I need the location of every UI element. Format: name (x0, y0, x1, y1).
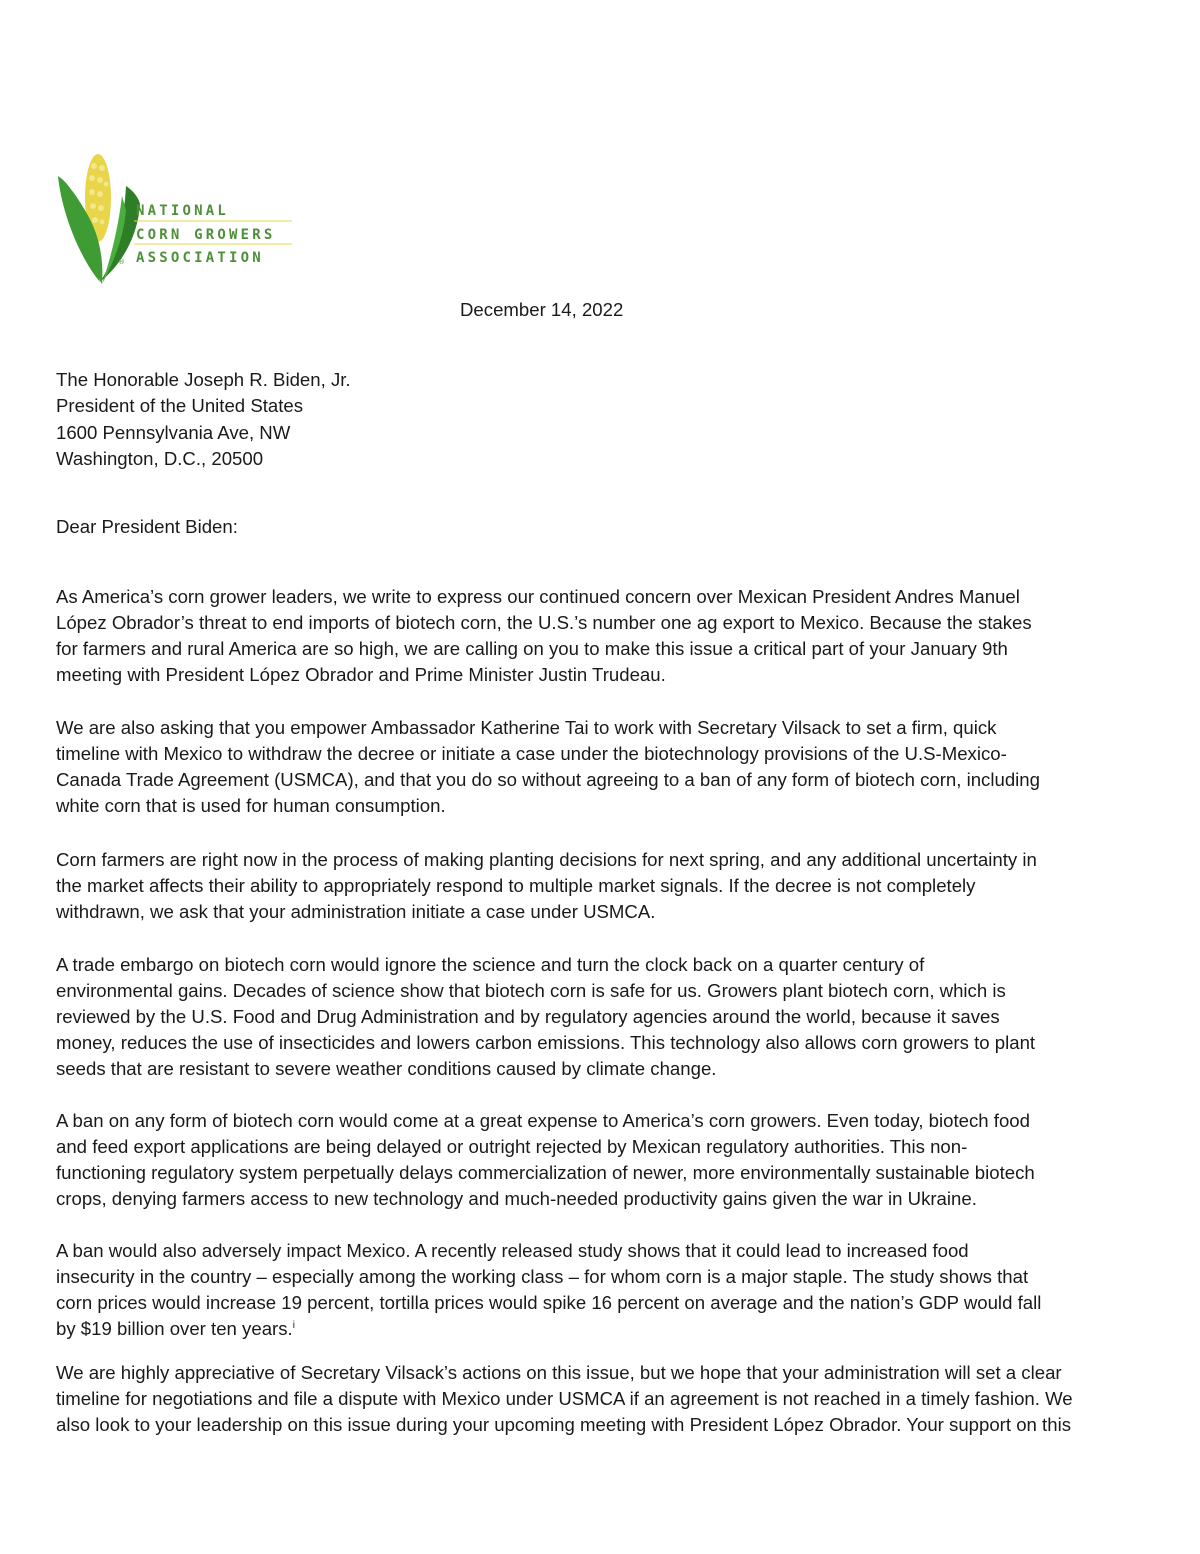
paragraph-line: functioning regulatory system perpetually delays commercialization of newer, more environmentally sustainable biotech (56, 1162, 1035, 1183)
paragraph-line: for farmers and rural America are so high, we are calling on you to make this issue a critical part of your January 9th (56, 638, 1008, 659)
paragraph-line: Canada Trade Agreement (USMCA), and that you do so without agreeing to a ban of any form of biotech corn, including (56, 769, 1040, 790)
paragraph-line-last (56, 1316, 295, 1342)
paragraph-line: and feed export applications are being delayed or outright rejected by Mexican regulatory authorities. This non- (56, 1136, 968, 1157)
paragraph-line: seeds that are resistant to severe weather conditions caused by climate change. (56, 1058, 717, 1079)
paragraph-line: environmental gains. Decades of science show that biotech corn is safe for us. Growers plant biotech corn, which is (56, 980, 1006, 1001)
paragraph-line: money, reduces the use of insecticides and lowers carbon emissions. This technology also allows corn growers to plant (56, 1032, 1036, 1053)
paragraph-line: We are also asking that you empower Ambassador Katherine Tai to work with Secretary Vilsack to set a firm, quick (56, 717, 997, 738)
paragraph-line: Corn farmers are right now in the process of making planting decisions for next spring, and any additional uncertainty in (56, 849, 1037, 870)
ncga-logo (52, 146, 297, 286)
paragraph-line: also look to your leadership on this issue during your upcoming meeting with President López Obrador. Your support on this (56, 1414, 1071, 1435)
paragraph-line: corn prices would increase 19 percent, tortilla prices would spike 16 percent on average and the nation’s GDP would fall (56, 1292, 1042, 1313)
paragraph-line: We are highly appreciative of Secretary Vilsack’s actions on this issue, but we hope that your administration will set a clear (56, 1362, 1062, 1383)
paragraph-line: timeline with Mexico to withdraw the decree or initiate a case under the biotechnology provisions of the U.S-Mexico- (56, 743, 1007, 764)
address-line: The Honorable Joseph R. Biden, Jr. (56, 369, 351, 390)
paragraph-line-text: by $19 billion over ten years. (56, 1318, 293, 1339)
paragraph-line: A trade embargo on biotech corn would ignore the science and turn the clock back on a quarter century of (56, 954, 925, 975)
logo-line-3: ASSOCIATION (136, 250, 264, 266)
address-line: President of the United States (56, 395, 304, 416)
paragraph-line: the market affects their ability to appropriately respond to multiple market signals. If the decree is not completely (56, 875, 976, 896)
address-line: 1600 Pennsylvania Ave, NW (56, 422, 291, 443)
paragraph-line: López Obrador’s threat to end imports of biotech corn, the U.S.’s number one ag export to Mexico. Because the stakes (56, 612, 1032, 633)
paragraph-line: timeline for negotiations and file a dispute with Mexico under USMCA if an agreement is not reached in a timely fashion. We (56, 1388, 1073, 1409)
paragraph-line: As America’s corn grower leaders, we write to express our continued concern over Mexican President Andres Manuel (56, 586, 1020, 607)
logo-line-2: CORN GROWERS (136, 227, 276, 243)
paragraph-line: withdrawn, we ask that your administration initiate a case under USMCA. (56, 901, 656, 922)
paragraph-line: A ban on any form of biotech corn would come at a great expense to America’s corn growers. Even today, biotech food (56, 1110, 1030, 1131)
paragraph-line: meeting with President López Obrador and Prime Minister Justin Trudeau. (56, 664, 666, 685)
paragraph-line: white corn that is used for human consumption. (56, 795, 446, 816)
address-line: Washington, D.C., 20500 (56, 448, 264, 469)
letter-date: December 14, 2022 (460, 299, 624, 320)
paragraph-line: reviewed by the U.S. Food and Drug Administration and by regulatory agencies around the world, because it saves (56, 1006, 1000, 1027)
registered-mark: ® (118, 258, 125, 266)
logo-line-1: NATIONAL (136, 203, 230, 219)
paragraph-line: insecurity in the country – especially among the working class – for whom corn is a major staple. The study shows that (56, 1266, 1029, 1287)
paragraph-line: crops, denying farmers access to new technology and much-needed productivity gains given the war in Ukraine. (56, 1188, 977, 1209)
salutation: Dear President Biden: (56, 516, 238, 537)
footnote-marker[interactable]: i (292, 1319, 295, 1331)
paragraph-line: A ban would also adversely impact Mexico. A recently released study shows that it could lead to increased food (56, 1240, 969, 1261)
